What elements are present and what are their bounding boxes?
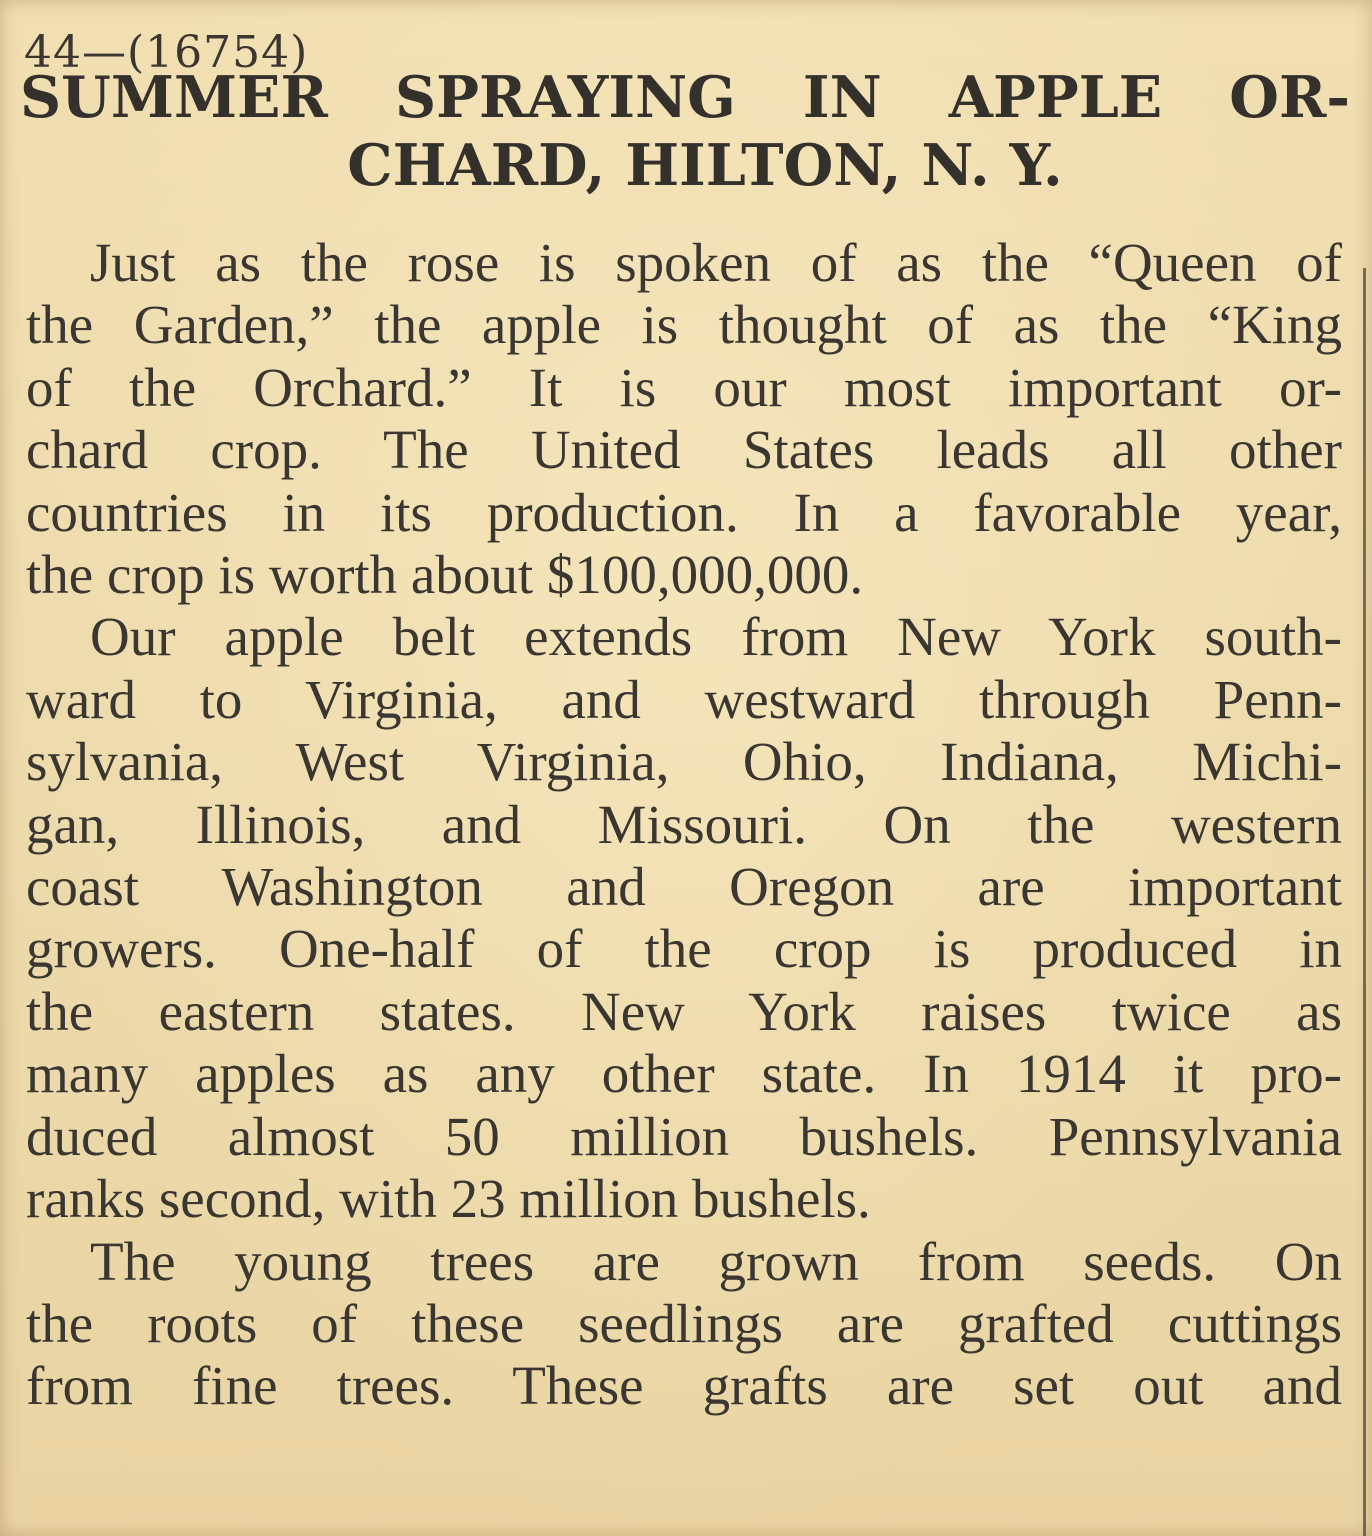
body-line: gan, Illinois, and Missouri. On the western bbox=[26, 793, 1342, 855]
body-line: chard crop. The United States leads all other bbox=[26, 419, 1342, 481]
body-line: Just as the rose is spoken of as the “Queen of bbox=[90, 232, 1342, 293]
body-line: The young trees are grown from seeds. On bbox=[90, 1230, 1342, 1292]
body-line: countries in its production. In a favorable year, bbox=[26, 481, 1342, 543]
body-line: ward to Virginia, and westward through Penn- bbox=[26, 668, 1342, 730]
title-line-2: CHARD, HILTON, N. Y. bbox=[347, 132, 1063, 199]
body-line: the crop is worth about $100,000,000. bbox=[26, 544, 864, 606]
body-line: the eastern states. New York raises twice as bbox=[26, 980, 1342, 1042]
card-number: 44—(16754) bbox=[24, 27, 309, 78]
body-line: Our apple belt extends from New York south- bbox=[90, 606, 1342, 668]
body-line: from fine trees. These grafts are set out and bbox=[26, 1355, 1342, 1417]
card-right-edge-line bbox=[1363, 268, 1366, 1536]
body-line: the roots of these seedlings are grafted cuttings bbox=[26, 1292, 1342, 1354]
body-line: coast Washington and Oregon are important bbox=[26, 856, 1342, 918]
body-line: growers. One-half of the crop is produced in bbox=[26, 918, 1342, 980]
body-line: of the Orchard.” It is our most important or- bbox=[26, 356, 1342, 418]
body-line: sylvania, West Virginia, Ohio, Indiana, Michi- bbox=[26, 731, 1342, 793]
title-line-1: SUMMER SPRAYING IN APPLE OR- bbox=[20, 64, 1350, 131]
card-title bbox=[20, 64, 1350, 200]
body-line: duced almost 50 million bushels. Pennsylvania bbox=[26, 1105, 1342, 1167]
body-line: ranks second, with 23 million bushels. bbox=[26, 1168, 871, 1230]
body-line: the Garden,” the apple is thought of as the “King bbox=[26, 294, 1342, 356]
body-text bbox=[26, 232, 1342, 1418]
body-line: many apples as any other state. In 1914 it pro- bbox=[26, 1043, 1342, 1105]
